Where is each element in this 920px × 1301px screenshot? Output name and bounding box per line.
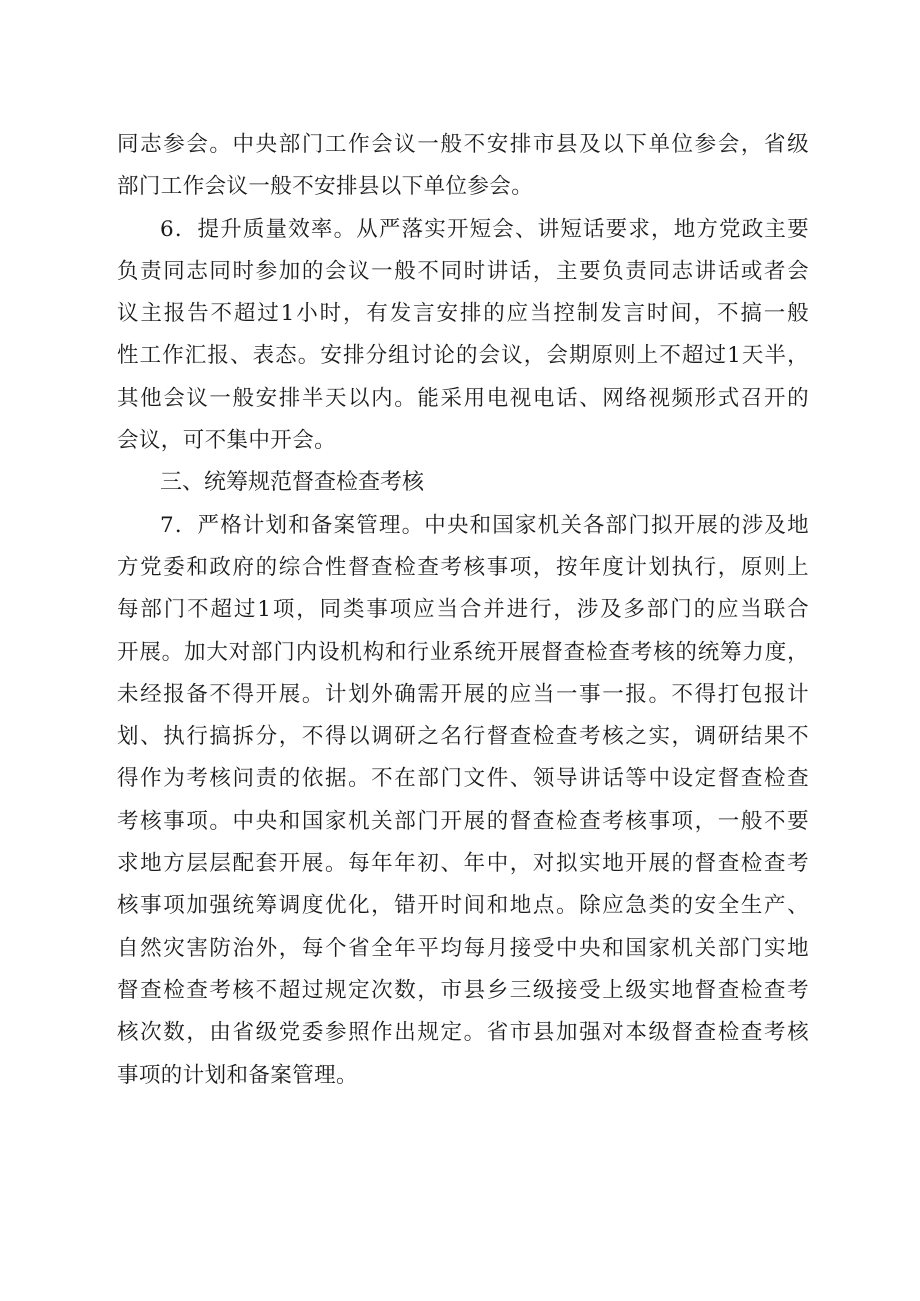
paragraph-line: 部门工作会议一般不安排县以下单位参会。 (117, 174, 534, 200)
paragraph-line: 得作为考核问责的依据。不在部门文件、领导讲话等中设定督查检查 (117, 766, 809, 792)
paragraph-line: 6．提升质量效率。从严落实开短会、讲短话要求，地方党政主要 (160, 216, 809, 242)
paragraph-line: 考核事项。中央和国家机关部门开展的督查检查考核事项，一般不要 (117, 808, 809, 834)
paragraph-line: 事项的计划和备案管理。 (117, 1062, 358, 1088)
paragraph-line: 自然灾害防治外，每个省全年平均每月接受中央和国家机关部门实地 (117, 935, 809, 961)
paragraph-line: 核事项加强统筹调度优化，错开时间和地点。除应急类的安全生产、 (117, 893, 809, 919)
paragraph-line: 开展。加大对部门内设机构和行业系统开展督查检查考核的统筹力度， (117, 639, 809, 665)
paragraph-line: 求地方层层配套开展。每年年初、年中，对拟实地开展的督查检查考 (117, 851, 809, 877)
paragraph-line: 核次数，由省级党委参照作出规定。省市县加强对本级督查检查考核 (117, 1020, 809, 1046)
paragraph-line: 性工作汇报、表态。安排分组讨论的会议，会期原则上不超过1天半， (117, 343, 809, 369)
paragraph-line: 督查检查考核不超过规定次数，市县乡三级接受上级实地督查检查考 (117, 977, 809, 1003)
paragraph-line: 划、执行搞拆分，不得以调研之名行督查检查考核之实，调研结果不 (117, 724, 809, 750)
paragraph-line: 会议，可不集中开会。 (117, 428, 337, 454)
paragraph-line: 负责同志同时参加的会议一般不同时讲话，主要负责同志讲话或者会 (117, 258, 809, 284)
paragraph-line: 同志参会。中央部门工作会议一般不安排市县及以下单位参会，省级 (117, 132, 809, 157)
paragraph-line: 每部门不超过1项，同类事项应当合并进行，涉及多部门的应当联合 (117, 597, 809, 623)
paragraph-line: 议主报告不超过1小时，有发言安排的应当控制发言时间，不搞一般 (117, 301, 809, 327)
paragraph-line: 其他会议一般安排半天以内。能采用电视电话、网络视频形式召开的 (117, 385, 809, 411)
paragraph-line: 方党委和政府的综合性督查检查考核事项，按年度计划执行，原则上 (117, 554, 809, 580)
document-body (117, 124, 809, 1097)
section-heading: 三、统筹规范督查检查考核 (160, 470, 425, 496)
paragraph-line: 未经报备不得开展。计划外确需开展的应当一事一报。不得打包报计 (117, 681, 809, 707)
paragraph-line: 7．严格计划和备案管理。中央和国家机关各部门拟开展的涉及地 (160, 512, 809, 538)
